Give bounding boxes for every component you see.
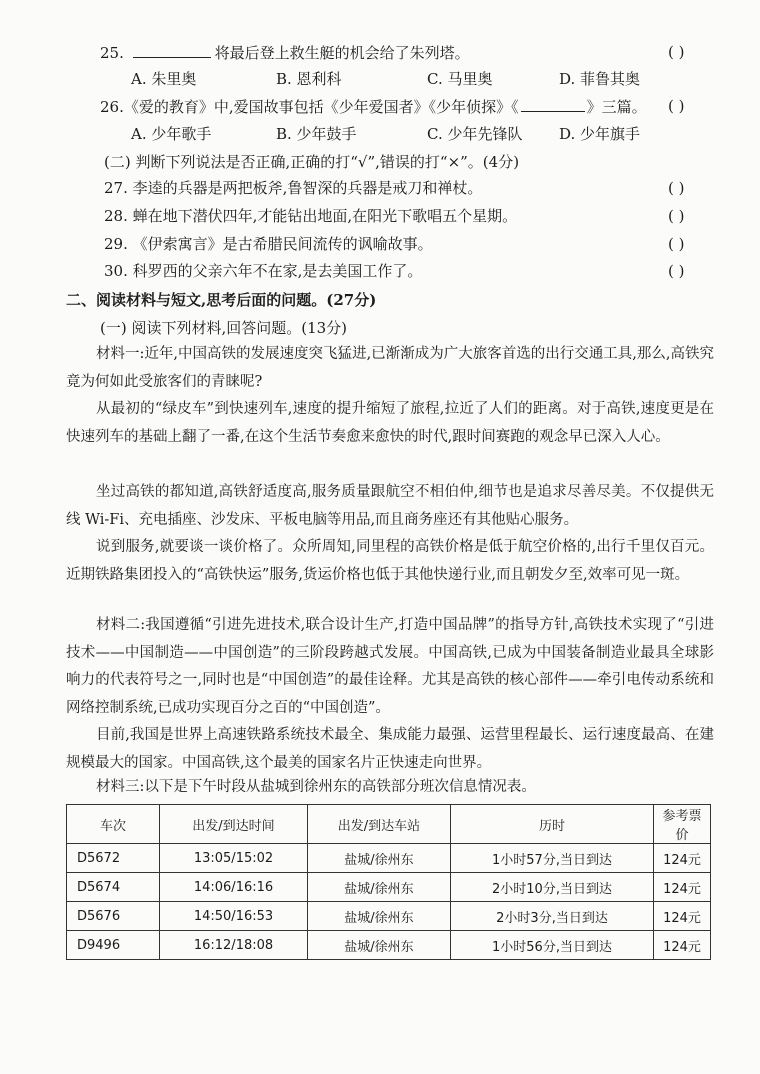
paragraph-comfort [66, 479, 714, 534]
cell-times: 14:50/16:53 [160, 902, 308, 931]
paragraph-text: 说到服务,就要谈一谈价格了。众所周知,同里程的高铁价格是低于航空价格的,出行千里仅百元。近期铁路集团投入的“高铁快运”服务,货运价格也低于其他快递行业,而且朝发夕至,效率可见一斑。 [66, 539, 714, 583]
cell-train-no: D9496 [67, 931, 160, 960]
cell-stations: 盐城/徐州东 [308, 931, 451, 960]
paragraph-status [66, 722, 714, 777]
header-price: 参考票价 [654, 805, 711, 844]
table-header-row [67, 805, 711, 844]
paragraph-text: 材料二:我国遵循“引进先进技术,联合设计生产,打造中国品牌”的指导方针,高铁技术实现了“引进技术——中国制造——中国创造”的三阶段跨越式发展。中国高铁,已成为中国装备制造业最具全球影响力的代表符号之一,同时也是“中国创造”的最佳诠释。尤其是高铁的核心部件——牵引电传动系统和网络控制系统,已成功实现百分之百的“中国创造”。 [66, 617, 714, 716]
cell-times: 16:12/18:08 [160, 931, 308, 960]
option-d[interactable]: D. 菲鲁其奥 [559, 70, 641, 88]
option-b[interactable]: B. 恩利科 [276, 70, 342, 88]
paragraph-text: 坐过高铁的都知道,高铁舒适度高,服务质量跟航空不相伯仲,细节也是追求尽善尽美。不仅提供无线 Wi-Fi、充电插座、沙发床、平板电脑等用品,而且商务座还有其他贴心服务。 [66, 484, 714, 528]
judge-item-29: 29. 《伊索寓言》是古希腊民间流传的讽喻故事。 [104, 235, 433, 253]
cell-duration: 2小时3分,当日到达 [451, 902, 654, 931]
paragraph-text: 从最初的“绿皮车”到快速列车,速度的提升缩短了旅程,拉近了人们的距离。对于高铁,速度更是在快速列车的基础上翻了一番,在这个生活节奏愈来愈快的时代,跟时间赛跑的观念早已深入人心。 [66, 401, 714, 445]
answer-blank[interactable] [521, 96, 585, 112]
table-row [67, 931, 711, 960]
paragraph-text: 材料三:以下是下午时段从盐城到徐州东的高铁部分班次信息情况表。 [96, 779, 536, 795]
cell-price: 124元 [654, 873, 711, 902]
header-stations: 出发/到达车站 [308, 805, 451, 844]
cell-times: 13:05/15:02 [160, 844, 308, 873]
cell-stations: 盐城/徐州东 [308, 873, 451, 902]
question-text: 将最后登上救生艇的机会给了朱列塔。 [214, 44, 470, 62]
cell-train-no: D5676 [67, 902, 160, 931]
answer-paren[interactable]: ( ) [668, 43, 685, 61]
header-train-no: 车次 [67, 805, 160, 844]
answer-paren[interactable]: ( ) [668, 235, 685, 253]
cell-duration: 1小时56分,当日到达 [451, 931, 654, 960]
option-c[interactable]: C. 少年先锋队 [427, 125, 523, 143]
table-row [67, 873, 711, 902]
paragraph-material-3 [66, 774, 714, 802]
option-d[interactable]: D. 少年旗手 [559, 125, 641, 143]
option-b[interactable]: B. 少年鼓手 [276, 125, 357, 143]
cell-duration: 2小时10分,当日到达 [451, 873, 654, 902]
answer-blank[interactable] [133, 42, 211, 58]
option-a[interactable]: A. 朱里奥 [131, 70, 197, 88]
paragraph-material-1 [66, 341, 714, 396]
cell-times: 14:06/16:16 [160, 873, 308, 902]
option-a[interactable]: A. 少年歌手 [131, 125, 212, 143]
judge-section-header: (二) 判断下列说法是否正确,正确的打“√”,错误的打“×”。(4分) [104, 153, 520, 171]
cell-price: 124元 [654, 931, 711, 960]
train-schedule-table [66, 804, 711, 960]
paragraph-material-2 [66, 612, 714, 722]
header-times: 出发/到达时间 [160, 805, 308, 844]
cell-train-no: D5674 [67, 873, 160, 902]
section-2-title: 二、阅读材料与短文,思考后面的问题。(27分) [66, 291, 377, 309]
table-row [67, 902, 711, 931]
question-text-end: 》三篇。 [586, 98, 647, 116]
cell-price: 124元 [654, 844, 711, 873]
paragraph-price [66, 534, 714, 589]
judge-item-30: 30. 科罗西的父亲六年不在家,是去美国工作了。 [104, 262, 423, 280]
answer-paren[interactable]: ( ) [668, 207, 685, 225]
cell-train-no: D5672 [67, 844, 160, 873]
paragraph-speed [66, 396, 714, 451]
table-row [67, 844, 711, 873]
cell-stations: 盐城/徐州东 [308, 844, 451, 873]
answer-paren[interactable]: ( ) [668, 97, 685, 115]
question-26 [100, 96, 647, 117]
question-number: 25. [100, 44, 124, 62]
answer-paren[interactable]: ( ) [668, 262, 685, 280]
cell-duration: 1小时57分,当日到达 [451, 844, 654, 873]
header-duration: 历时 [451, 805, 654, 844]
cell-price: 124元 [654, 902, 711, 931]
option-c[interactable]: C. 马里奥 [427, 70, 493, 88]
judge-item-28: 28. 蝉在地下潜伏四年,才能钻出地面,在阳光下歌唱五个星期。 [104, 207, 518, 225]
cell-stations: 盐城/徐州东 [308, 902, 451, 931]
question-text: 《爱的教育》中,爱国故事包括《少年爱国者》《少年侦探》《 [123, 98, 519, 116]
subsection-1-title: (一) 阅读下列材料,回答问题。(13分) [100, 319, 348, 337]
paragraph-text: 材料一:近年,中国高铁的发展速度突飞猛进,已渐渐成为广大旅客首选的出行交通工具,那么,高铁究竟为何如此受旅客们的青睐呢? [66, 346, 714, 390]
question-25 [100, 42, 470, 63]
question-number: 26. [100, 98, 124, 116]
answer-paren[interactable]: ( ) [668, 179, 685, 197]
paragraph-text: 目前,我国是世界上高速铁路系统技术最全、集成能力最强、运营里程最长、运行速度最高、在建规模最大的国家。中国高铁,这个最美的国家名片正快速走向世界。 [66, 727, 714, 771]
judge-item-27: 27. 李逵的兵器是两把板斧,鲁智深的兵器是戒刀和禅杖。 [104, 179, 483, 197]
